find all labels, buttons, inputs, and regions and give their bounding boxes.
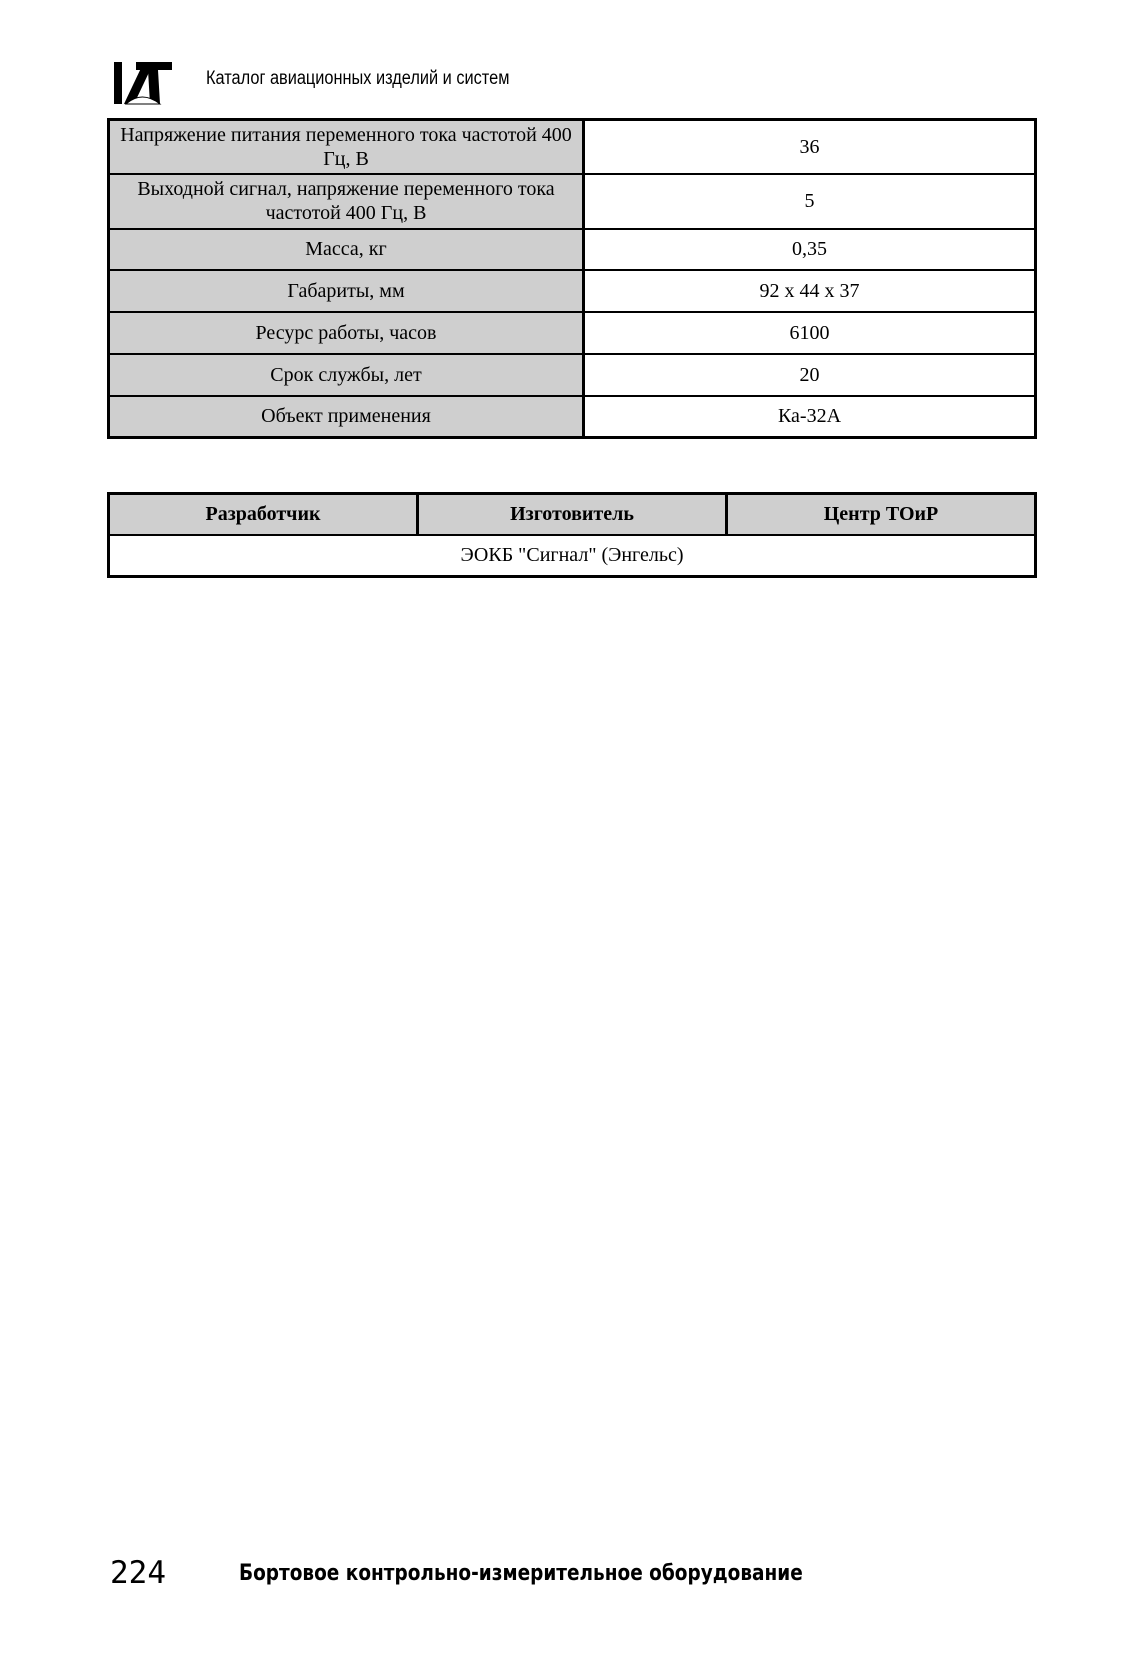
spec-label: Ресурс работы, часов [109, 312, 584, 354]
table-row [109, 312, 1036, 354]
spec-label: Габариты, мм [109, 270, 584, 312]
spec-value: 36 [584, 120, 1036, 174]
table-row [109, 120, 1036, 174]
developer-header: Разработчик [109, 494, 418, 536]
spec-value: 0,35 [584, 229, 1036, 270]
organization-name: ЭОКБ "Сигнал" (Энгельс) [109, 535, 1036, 577]
spec-label: Срок службы, лет [109, 354, 584, 396]
specifications-table [107, 118, 1037, 439]
iat-logo-icon [112, 60, 174, 106]
spec-value: 5 [584, 174, 1036, 229]
spec-label: Напряжение питания переменного тока частотой 400 Гц, В [109, 120, 584, 174]
table-row [109, 396, 1036, 438]
table-row [109, 229, 1036, 270]
manufacturer-header: Изготовитель [418, 494, 727, 536]
developer-manufacturer-table [107, 492, 1037, 578]
spec-value: 6100 [584, 312, 1036, 354]
spec-value: Ка-32А [584, 396, 1036, 438]
spec-label: Выходной сигнал, напряжение переменного тока частотой 400 Гц, В [109, 174, 584, 229]
section-title: Бортовое контрольно-измерительное оборудование [239, 1561, 803, 1586]
page-number: 224 [110, 1555, 166, 1591]
table-header-row [109, 494, 1036, 536]
catalog-header-title: Каталог авиационных изделий и систем [206, 68, 510, 89]
table-row [109, 174, 1036, 229]
table-row [109, 270, 1036, 312]
spec-value: 20 [584, 354, 1036, 396]
maintenance-center-header: Центр ТОиР [727, 494, 1036, 536]
spec-label: Масса, кг [109, 229, 584, 270]
spec-label: Объект применения [109, 396, 584, 438]
table-row [109, 535, 1036, 577]
spec-value: 92 x 44 x 37 [584, 270, 1036, 312]
table-row [109, 354, 1036, 396]
